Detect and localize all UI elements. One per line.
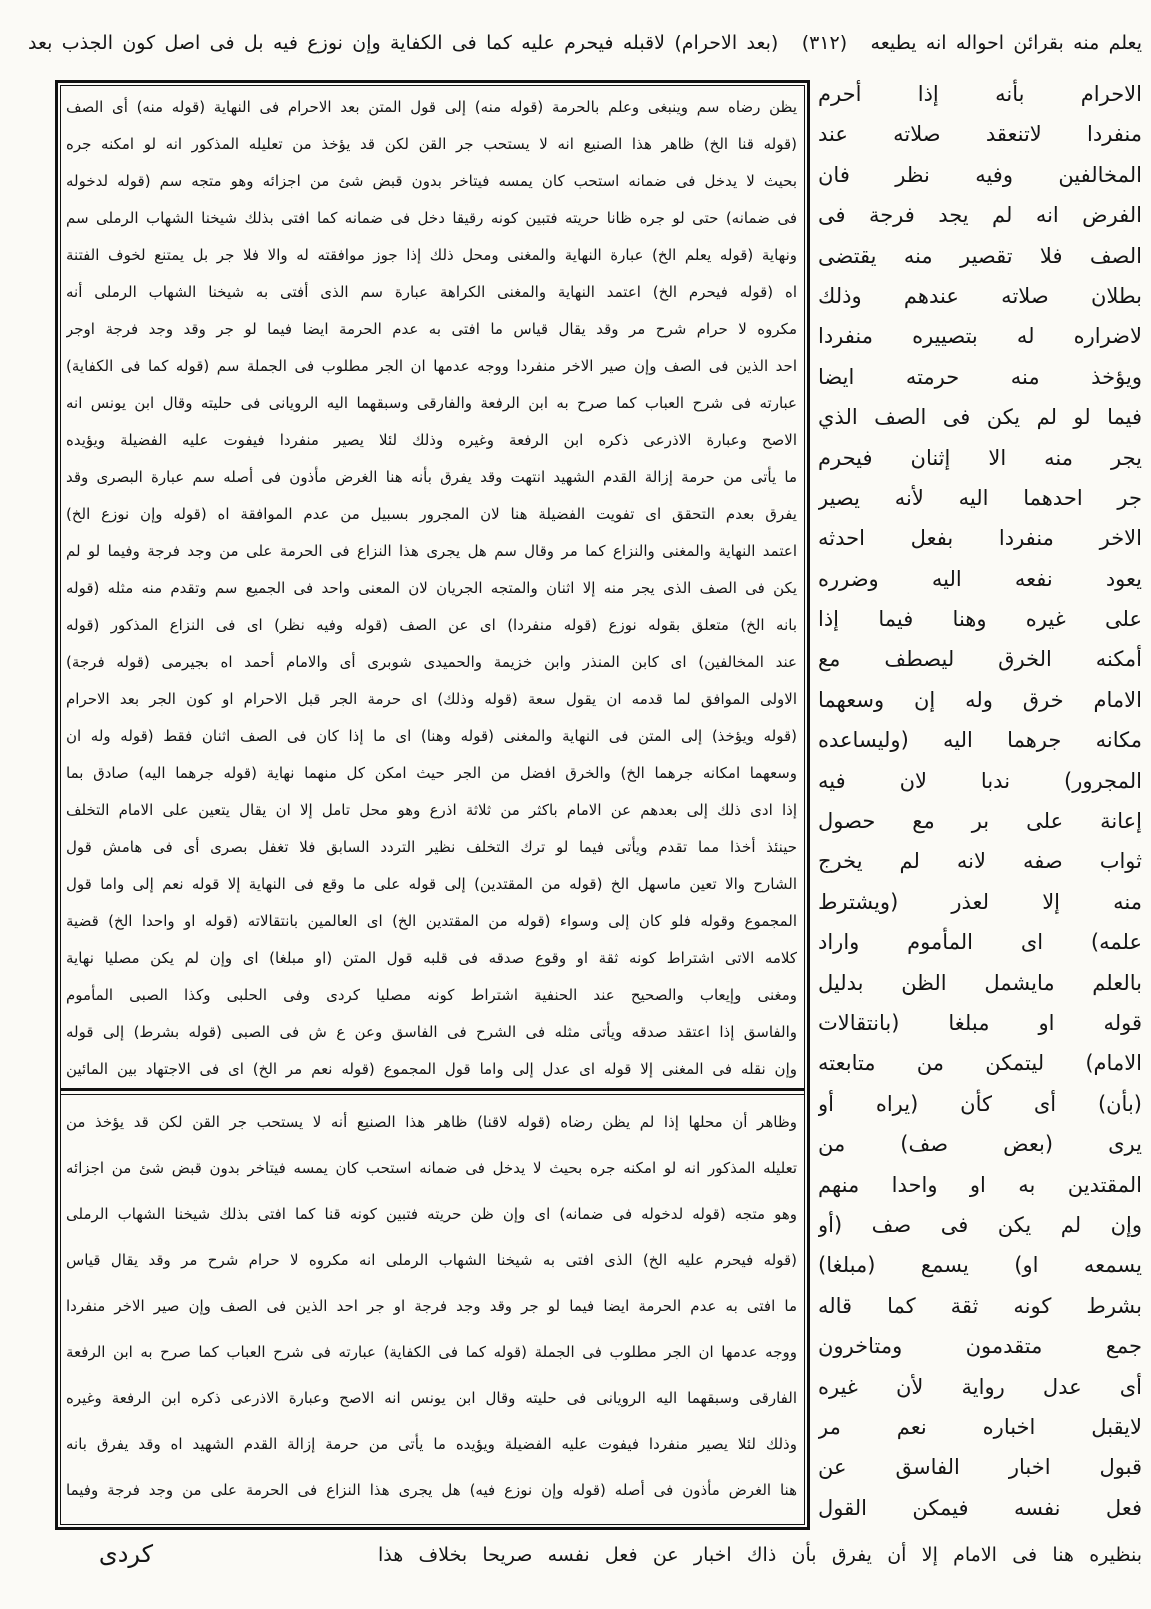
upper-commentary-line: المجموع وقوله فلو كان إلى وسواء (قوله من المقتدين الخ) اى العالمين بانتقالاته (قوله او واحدا الخ) قضية	[66, 912, 797, 930]
main-text-line: المجرور) ندبا لان فيه	[818, 768, 1142, 793]
main-text-line: جمع متقدمون ومتاخرون	[818, 1334, 1142, 1359]
lower-commentary-line: هنا الغرض مأذون فى أصله (قوله وإن نوزع فيه) هل يجرى هذا النزاع فى الحرمة على من وجد فرجة وفيما	[66, 1481, 797, 1499]
upper-commentary-line: الاولى الموافق لما قدمه ان يقول سعة (قوله وذلك) اى حرمة الجر قبل الاحرام او كون الجر بعد الاحرام	[66, 690, 797, 708]
upper-commentary-line: يكن فى الصف الذى يجر منه إلا اثنان والمتجه الجريان لان المعنى واحد فى الجميع سم وتقدم منه مثله (قوله	[66, 579, 797, 597]
upper-commentary-line: مكروه لا حرام شرح مر وقد يقال قياس ما افتى به عدم الحرمة ايضا فيما لو جر وقد وجد فرجة اوجر	[66, 320, 797, 338]
upper-commentary-line: احد الذين فى الصف وإن صير الاخر منفردا ووجه عدمها ان الجر مطلوب فى الجملة سم (قوله كما فى الكفاية)	[66, 357, 797, 375]
main-text-line: أى عدل رواية لأن غيره	[818, 1374, 1142, 1399]
lower-commentary-section	[66, 1099, 797, 1513]
main-text-line: الاحرام بأنه إذا أحرم	[818, 82, 1142, 106]
main-text-line: وإن لم يكن فى صف (أو	[818, 1212, 1142, 1237]
main-text-bottom	[378, 1536, 1142, 1574]
header-text-left: (بعد الاحرام) لاقبله فيحرم عليه كما فى الكفاية وإن نوزع فيه بل فى اصل كون الجذب بعد	[28, 32, 779, 54]
main-text-line: فيما لو لم يكن فى الصف الذي	[818, 405, 1142, 430]
main-text-bottom-line: بنظيره هنا فى الامام إلا أن يفرق بأن ذاك اخبار عن فعل نفسه صريحا بخلاف هذا	[378, 1544, 1142, 1566]
main-text-line: لايقبل اخباره نعم مر	[818, 1414, 1142, 1439]
main-text-line: المخالفين وفيه نظر فان	[818, 162, 1142, 187]
upper-commentary-line: وإن نقله فى المغنى إلا قوله اى عدل إلى واما قول المجموع (قوله نعم مر الخ) اى فى الاجتهاد بين المائين	[66, 1060, 797, 1078]
upper-commentary-line: فى ضمانه) حتى لو جره ظانا حريته فتبين كونه رقيقا دخل فى ضمانه كما افتى بذلك شيخنا الشهاب الرملى سم	[66, 209, 797, 227]
main-text-column	[818, 74, 1142, 1528]
upper-commentary-line: إذا ادى ذلك إلى بعدهم عن الامام باكثر من ثلاثة اذرع وهو محل تامل إلا ان يقال يتعين على الامام التخلف	[66, 801, 797, 819]
lower-commentary-line: تعليله المذكور انه لو امكنه جره بحيث لا يدخل فى ضمانه استحب كان يمسه فيتاخر بدون قبض شئ من اجزائه	[66, 1159, 797, 1177]
main-text-line: منفردا لاتنعقد صلاته عند	[818, 122, 1142, 147]
upper-commentary-line: كلامه الاتى اشتراط كونه ثقة او وقوع صدقه فى قلبه قول المتن (او مبلغا) اى وإن لم يكن مصليا نهاية	[66, 949, 797, 967]
running-header-line	[28, 24, 1142, 62]
lower-commentary-line: الفارقى وسبقهما اليه الرويانى فى حليته وقال ابن يونس انه الاصح وعبارة الاذرعى ذكره ابن الرفعة وغيره	[66, 1389, 797, 1407]
upper-commentary-line: اعتمد النهاية والمغنى والنزاع كما مر وقال سم هل يجرى هذا النزاع فى الحرمة على من وجد فرجة وفيما لو لم	[66, 542, 797, 560]
upper-commentary-line: الشارح والا تعين ماسهل الخ (قوله من المقتدين) إلى قوله على ما وقع فى النهاية إلا قوله نعم إلى واما قول	[66, 875, 797, 893]
main-text-line: الصف فلا تقصير منه يقتضى	[818, 243, 1142, 268]
upper-commentary-section	[66, 89, 797, 1088]
upper-commentary-line: (قوله ويؤخذ) إلى المتن فى النهاية والمغنى (قوله وهنا) اى ما إذا كان فى الصف اثنان فقط (قوله وله ان	[66, 727, 797, 745]
main-text-line: جر احدهما اليه لأنه يصير	[818, 485, 1142, 510]
upper-commentary-line: ما يأتى من حرمة إزالة القدم الشهيد انتهت وقد يفرق بأنه هنا الغرض مأذون فى أصله سم عبارة البصرى وقد	[66, 468, 797, 486]
main-text-line: مكانه جرهما اليه (وليساعده	[818, 728, 1142, 753]
running-header	[28, 24, 1142, 62]
lower-commentary-line: وهو متجه (قوله لدخوله فى ضمانه) اى وإن ظن حريته فتبين كونه قنا كما افتى بذلك شيخنا الشهاب الرملى	[66, 1205, 797, 1223]
upper-commentary-line: بحيث لا يدخل فى ضمانه استحب كان يمسه فيتاخر بدون قبض شئ من اجزائه وهو متجه سم (قوله لدخوله	[66, 172, 797, 190]
main-text-line: قوله او مبلغا (بانتقالات	[818, 1010, 1142, 1035]
upper-commentary-line: حينئذ أخذا مما تقدم ويأتى فيما لو ترك التخلف نظير التردد السابق فلا تغفل بصرى أى فى هامش قول	[66, 838, 797, 856]
lower-commentary-line: ما افتى به عدم الحرمة ايضا فيما لو جر وقد وجد فرجة او جر احد الذين فى الصف وإن صير الاخر منفردا	[66, 1297, 797, 1315]
upper-commentary-line: والفاسق إذا اعتقد صدقه ويأتى مثله فى الشرح فى الفاسق وعن ع ش فى الصبى (قوله بشرط) إلى قوله	[66, 1023, 797, 1041]
main-text-line: يسمعه او) يسمع (مبلغا)	[818, 1253, 1142, 1278]
upper-commentary-line: عند المخالفين) اى كابن المنذر وابن خزيمة والحميدى شوبرى أى والامام أحمد اه بجيرمى (قوله فرجة)	[66, 653, 797, 671]
upper-commentary-line: بانه الخ) متعلق بقوله نوزع (قوله منفردا) اى عن الصف (قوله وفيه نظر) اى فى النزاع المذكور (قوله	[66, 616, 797, 634]
main-text-line: قبول اخبار الفاسق عن	[818, 1455, 1142, 1480]
main-text-line: منه إلا لعذر (ويشترط	[818, 889, 1142, 914]
main-text-line: بالعلم مايشمل الظن بدليل	[818, 970, 1142, 995]
main-text-line: (بأن) أى كأن (يراه أو	[818, 1091, 1142, 1116]
main-text-line: الاخر منفردا بفعل احدثه	[818, 526, 1142, 551]
main-text-line: يجر منه الا إثنان فيحرم	[818, 445, 1142, 470]
main-text-line: الفرض انه لم يجد فرجة فى	[818, 203, 1142, 228]
lower-commentary-line: وذلك لئلا يصير منفردا فيفوت عليه الفضيلة ويؤيده ما يأتى من حرمة إزالة القدم الشهيد اه وقد يفرق بانه	[66, 1435, 797, 1453]
main-text-line: المقتدين به او واحدا منهم	[818, 1172, 1142, 1197]
main-text-line: فعل نفسه فيمكن القول	[818, 1495, 1142, 1520]
main-text-line: ويؤخذ منه حرمته ايضا	[818, 364, 1142, 389]
footer-signature: كردى	[98, 1540, 154, 1568]
main-text-line: أمكنه الخرق ليصطف مع	[818, 647, 1142, 672]
upper-commentary-line: الاصح وعبارة الاذرعى ذكره ابن الرفعة وغيره وذلك لئلا يصير منفردا فيفوت عليه الفضيلة ويؤيده	[66, 431, 797, 449]
main-text-line: علمه) اى المأموم واراد	[818, 930, 1142, 955]
main-text-line: الامام) ليتمكن من متابعته	[818, 1051, 1142, 1076]
commentary-frame	[55, 80, 810, 1530]
section-divider	[61, 1088, 804, 1095]
main-text-line: ثواب صفه لانه لم يخرج	[818, 849, 1142, 874]
upper-commentary-line: ومغنى وإيعاب والصحيح عند الحنفية اشتراط كونه مصليا كردى وفى الحلبى وكذا الصبى المأموم	[66, 986, 797, 1004]
upper-commentary-line: اه (قوله فيحرم الخ) اعتمد النهاية والمغنى الكراهة عبارة سم الذى أفتى به شيخنا الشهاب الرملى أنه	[66, 283, 797, 301]
main-text-line: لاضراره له بتصييره منفردا	[818, 324, 1142, 349]
lower-commentary-line: وظاهر أن محلها إذا لم يظن رضاه (قوله لاقنا) ظاهر هذا الصنيع أنه لا يستحب جر القن لكن قد يؤخذ من	[66, 1113, 797, 1131]
upper-commentary-line: يظن رضاه سم وينبغى وعلم بالحرمة (قوله منه) إلى قول المتن بعد الاحرام فى النهاية (قوله منه) أى الصف	[66, 98, 797, 116]
header-text-right: يعلم منه بقرائن احواله انه يطيعه	[870, 32, 1142, 54]
page-number: (٣١٢)	[801, 32, 848, 54]
upper-commentary-line: ونهاية (قوله يعلم الخ) عبارة النهاية والمغنى ومحل ذلك إذا جوز موافقته له والا فلا جر بل يمتنع لخوف الفتنة	[66, 246, 797, 264]
upper-commentary-line: وسعهما امكانه جرهما الخ) والخرق افضل من الجر حيث امكن كل منهما نهاية (قوله جرهما اليه) صادق بما	[66, 764, 797, 782]
main-text-line: الامام خرق وله إن وسعهما	[818, 687, 1142, 712]
main-text-line: على غيره وهنا فيما إذا	[818, 607, 1142, 632]
lower-commentary-line: (قوله فيحرم عليه الخ) الذى افتى به شيخنا الشهاب الرملى انه مكروه لا حرام شرح مر وقد يقال قياس	[66, 1251, 797, 1269]
upper-commentary-line: يفرق بعدم التحقق اى تفويت الفضيلة هنا لان المجرور بسبيل من عدم الموافقة اه (قوله وإن نوزع الخ)	[66, 505, 797, 523]
main-text-line: إعانة على بر مع حصول	[818, 809, 1142, 834]
main-text-line: يرى (بعض صف) من	[818, 1132, 1142, 1157]
upper-commentary-line: عبارته فى شرح العباب كما صرح به ابن الرفعة والفارقى وسبقهما اليه الرويانى فى حليته وقال ابن يونس انه	[66, 394, 797, 412]
lower-commentary-line: ووجه عدمها ان الجر مطلوب فى الجملة (قوله كما فى الكفاية) عبارته فى شرح العباب كما صرح به ابن الرفعة	[66, 1343, 797, 1361]
upper-commentary-line: (قوله قنا الخ) ظاهر هذا الصنيع انه لا يستحب جر القن لكن قد يؤخذ من تعليله المذكور انه لو امكنه جره	[66, 135, 797, 153]
main-text-line: بشرط كونه ثقة كما قاله	[818, 1293, 1142, 1318]
main-text-line: بطلان صلاته عندهم وذلك	[818, 283, 1142, 308]
main-text-line: يعود نفعه اليه وضرره	[818, 566, 1142, 591]
